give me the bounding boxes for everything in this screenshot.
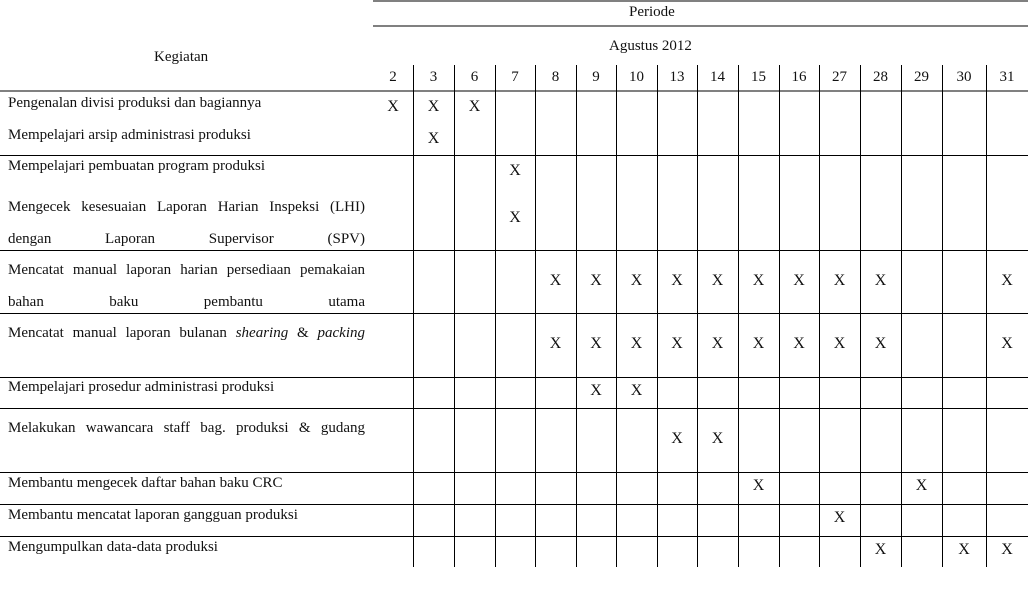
activity-label-1: Pengenalan divisi produksi dan bagiannya — [8, 95, 262, 111]
mark-row8-day13: X — [671, 430, 683, 447]
mark-row6-day10: X — [630, 335, 643, 352]
mark-row5-day13: X — [671, 272, 683, 289]
mark-row6-day16: X — [793, 335, 805, 352]
mark-row6-day14: X — [711, 335, 724, 352]
day-header-14: 14 — [710, 69, 725, 85]
mark-row7-day9: X — [590, 382, 602, 399]
mark-row1-day6: X — [468, 98, 481, 115]
mark-row8-day14: X — [711, 430, 724, 447]
mark-row1-day3: X — [427, 98, 440, 115]
day-header-9: 9 — [592, 69, 600, 85]
day-header-7: 7 — [511, 69, 519, 85]
mark-row9-day15: X — [752, 477, 765, 494]
day-header-6: 6 — [470, 69, 479, 85]
activity-label-7: Mempelajari prosedur administrasi produksi — [8, 379, 275, 395]
mark-row5-day16: X — [793, 272, 805, 289]
activity-label-5: Mencatat manual laporan harian persediaan pemakaian bahan baku pembantu utama — [8, 262, 365, 310]
mark-row4-day7: X — [509, 209, 521, 226]
mark-row5-day10: X — [630, 272, 643, 289]
day-header-13: 13 — [669, 69, 685, 85]
mark-row7-day10: X — [630, 382, 643, 399]
day-header-10: 10 — [629, 69, 644, 85]
day-header-3: 3 — [429, 69, 438, 85]
mark-row6-day28: X — [874, 335, 887, 352]
mark-row5-day27: X — [833, 272, 846, 289]
mark-row6-day31: X — [1001, 335, 1013, 352]
activity-label-8: Melakukan wawancara staff bag. produksi & gudang — [8, 420, 365, 436]
day-header-29: 29 — [914, 69, 929, 85]
mark-row5-day9: X — [590, 272, 602, 289]
day-header-8: 8 — [551, 69, 560, 85]
month-header: Agustus 2012 — [609, 38, 692, 54]
mark-row6-day27: X — [833, 335, 846, 352]
activity-label-3: Mempelajari pembuatan program produksi — [8, 158, 266, 174]
activity-header: Kegiatan — [154, 49, 209, 65]
day-header-28: 28 — [873, 69, 888, 85]
activity-label-9: Membantu mengecek daftar bahan baku CRC — [8, 475, 283, 491]
mark-row1-day2: X — [387, 98, 399, 115]
activity-label-4: Mengecek kesesuaian Laporan Harian Inspeksi (LHI) dengan Laporan Supervisor (SPV) — [8, 199, 365, 247]
mark-row11-day28: X — [874, 541, 887, 558]
day-header-30: 30 — [956, 69, 972, 85]
day-header-15: 15 — [751, 69, 766, 85]
mark-row9-day29: X — [915, 477, 928, 494]
mark-row2-day3: X — [427, 130, 440, 147]
mark-row5-day15: X — [752, 272, 765, 289]
mark-row11-day31: X — [1001, 541, 1013, 558]
mark-row3-day7: X — [509, 162, 521, 179]
activity-label-10: Membantu mencatat laporan gangguan produksi — [8, 507, 298, 523]
mark-row5-day28: X — [874, 272, 887, 289]
period-header: Periode — [629, 4, 675, 20]
mark-row6-day8: X — [549, 335, 562, 352]
mark-row5-day14: X — [711, 272, 724, 289]
mark-row6-day15: X — [752, 335, 765, 352]
mark-row10-day27: X — [833, 509, 846, 526]
activity-label-2: Mempelajari arsip administrasi produksi — [8, 127, 251, 143]
day-header-27: 27 — [832, 69, 847, 85]
day-header-31: 31 — [999, 69, 1015, 85]
activity-label-11: Mengumpulkan data-data produksi — [8, 539, 218, 555]
mark-row5-day31: X — [1001, 272, 1013, 289]
mark-row6-day13: X — [671, 335, 683, 352]
mark-row11-day30: X — [958, 541, 970, 558]
mark-row6-day9: X — [590, 335, 602, 352]
day-header-2: 2 — [389, 69, 397, 85]
mark-row5-day8: X — [549, 272, 562, 289]
day-header-16: 16 — [791, 69, 807, 85]
activity-label-6: Mencatat manual laporan bulanan shearing & packing — [8, 325, 365, 341]
